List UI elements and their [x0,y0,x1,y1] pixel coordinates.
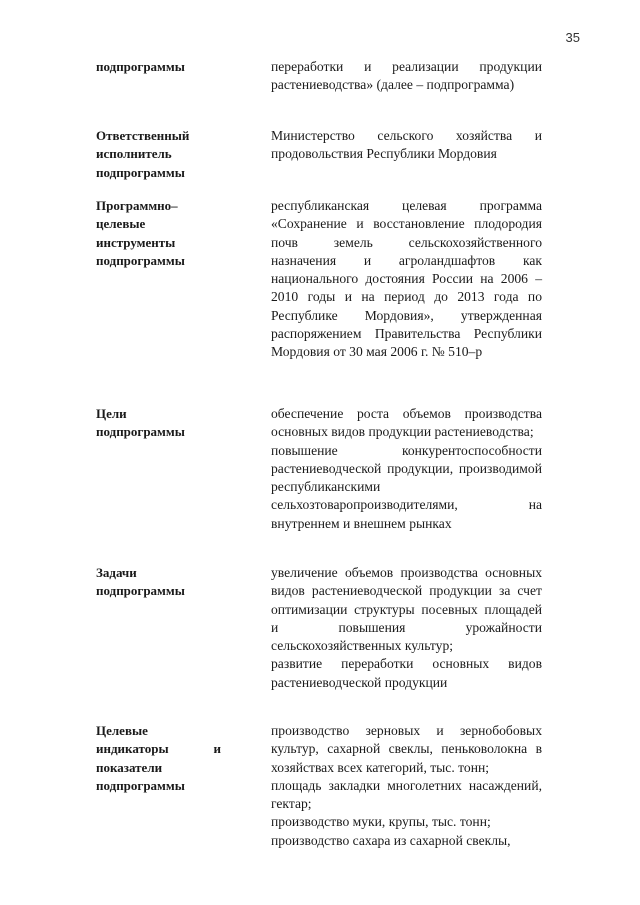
label-line: показатели [96,759,163,775]
row-description [271,197,542,362]
row-label [96,127,221,182]
row-label [96,58,221,76]
label-line: подпрограммы [96,777,185,793]
label-line: исполнитель [96,146,172,162]
row-description [271,58,542,95]
label-line: подпрограммы [96,252,185,268]
label-line: инструменты [96,234,176,250]
label-line: Ответственный [96,128,190,143]
page-number: 35 [565,30,580,45]
row-label [96,405,221,442]
row-description [271,564,542,692]
description-paragraph: Министерство сельского хозяйства и продовольствия Республики Мордовия [271,128,542,162]
label-line: подпрограммы [96,583,185,599]
row-description [271,405,542,533]
label-line: целевые [96,216,146,232]
label-line: Программно– [96,198,178,213]
description-paragraph: республиканская целевая программа «Сохранение и восстановление плодородия почв земель сельскохозяйственного назначения и агроландшафтов как национального достояния России на 2006 – 2010 годы и на период до 2013 года по Республике Мордовия», утвержденная распоряжением Правительства Республики Мордовия от 30 мая 2006 г. № 510–р [271,198,542,360]
description-paragraph: развитие переработки основных видов растениеводческой продукции [271,656,542,690]
row-label [96,722,221,795]
row-label [96,197,221,270]
label-line: подпрограммы [96,164,185,180]
description-paragraph: увеличение объемов производства основных видов растениеводческой продукции за счет оптимизации структуры посевных площадей и повышения урожайности сельскохозяйственных культур; [271,565,542,654]
description-paragraph: повышение конкурентоспособности растениеводческой продукции, производимой республиканскими сельхозтоваропроизводителями, на внутреннем и внешнем рынках [271,442,542,531]
label-line: индикаторы и [96,741,221,757]
description-paragraph: площадь закладки многолетних насаждений, гектар; [271,777,542,812]
description-paragraph: обеспечение роста объемов производства основных видов продукции растениеводства; [271,406,542,440]
label-line: Задачи [96,565,137,580]
description-paragraph: производство сахара из сахарной свеклы, [271,832,511,848]
label-line: Целевые [96,723,148,738]
description-paragraph: производство зерновых и зернобобовых культур, сахарной свеклы, пеньковолокна в хозяйствах всех категорий, тыс. тонн; [271,723,542,775]
row-description [271,127,542,164]
row-description [271,722,542,850]
description-paragraph: переработки и реализации продукции растениеводства» (далее – подпрограмма) [271,59,542,93]
label-line: подпрограммы [96,424,185,440]
label-line: Цели [96,406,127,421]
description-paragraph: производство муки, крупы, тыс. тонн; [271,814,491,830]
label-line: подпрограммы [96,59,185,74]
row-label [96,564,221,601]
